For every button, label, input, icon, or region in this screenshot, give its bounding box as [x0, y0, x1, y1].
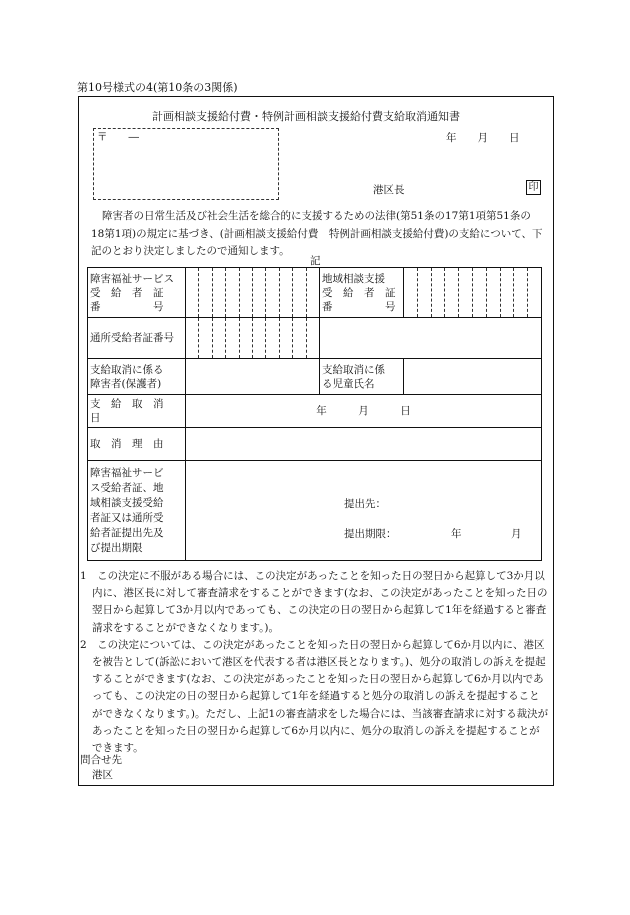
disability-service-cert-number-boxes[interactable] — [186, 268, 320, 318]
recipient-label: 支給取消に係る 障害者(保護者) — [88, 359, 186, 395]
recipient-name-field[interactable] — [186, 359, 320, 395]
table-row — [88, 428, 542, 461]
note-1: 1 この決定に不服がある場合には、この決定があったことを知った日の翌日から起算して3か月以内に、港区長に対して審査請求をすることができます(なお、この決定があったことを知った日の翌日から起算して3か月以内であっても、この決定の日の翌日から起算して1年を経過すると審査請求をすることができなくなります。)。 — [80, 570, 548, 634]
ki-heading: 記 — [310, 255, 321, 267]
body-text: 障害者の日常生活及び社会生活を総合的に支援するための法律(第51条の17第1項第51条の18第1項)の規定に基づき、(計画相談支援給付費 特例計画相談支援給付費)の支給について、下記のとおり決定しましたので通知します。 — [91, 210, 543, 257]
contact — [80, 753, 122, 783]
cancel-date-label: 支 給 取 消 日 — [88, 395, 186, 428]
table-row — [88, 359, 542, 395]
deadline-label: 提出期限： — [344, 528, 397, 540]
table-row — [88, 461, 542, 561]
disability-service-cert-label: 障害福祉サービス 受 給 者 証 番 号 — [88, 268, 186, 318]
submission-details[interactable] — [186, 461, 542, 561]
form-number: 第10号様式の4(第10条の3関係) — [77, 81, 238, 94]
regional-consult-cert-label: 地域相談支援 受 給 者 証 番 号 — [320, 268, 404, 318]
document-title: 計画相談支援給付費・特例計画相談支援給付費支給取消通知書 — [152, 110, 460, 123]
submission-label: 障害福祉サービ ス受給者証、地 域相談支援受給 者証又は通所受 給者証提出先及 び提出期限 — [88, 461, 186, 561]
notes — [80, 568, 550, 757]
submit-to-label: 提出先： — [344, 498, 386, 510]
table-row — [88, 318, 542, 359]
child-name-field[interactable] — [404, 359, 542, 395]
day-service-cert-label: 通所受給者証番号 — [88, 318, 186, 359]
cancel-date-value[interactable]: 年 月 日 — [186, 395, 542, 428]
regional-consult-cert-number-boxes[interactable] — [404, 268, 542, 318]
table-row — [88, 268, 542, 318]
date-line: 年 月 日 — [446, 132, 520, 144]
deadline-month: 月 — [511, 528, 522, 540]
child-name-label: 支給取消に係 る児童氏名 — [320, 359, 404, 395]
cancel-reason-field[interactable] — [186, 428, 542, 461]
seal-stamp: 印 — [526, 180, 541, 195]
blank-cell — [320, 318, 542, 359]
cancel-reason-label: 取 消 理 由 — [88, 428, 186, 461]
postal-code-mark: 〒 ― — [97, 131, 139, 143]
note-2: 2 この決定については、この決定があったことを知った日の翌日から起算して6か月以内に、港区を被告として(訴訟において港区を代表する者は港区長となります。)、処分の取消しの訴えを提起することができます(なお、この決定があったことを知った日の翌日から起算して6か月以内であっても、この決定の日の翌日から起算して1年を経過すると処分の取消しの訴えを提起することができなくなります。)。ただし、上記1の審査請求をした場合には、当該審査請求に対する裁決があったことを知った日の翌日から起算して6か月以内に、処分の取消しの訴えを提起することができます。 — [80, 638, 549, 755]
deadline-year: 年 — [451, 528, 462, 540]
issuer-name: 港区長 — [373, 184, 405, 196]
contact-value: 港区 — [92, 769, 113, 781]
info-table — [87, 267, 542, 561]
contact-label: 問合せ先 — [80, 754, 122, 766]
table-row — [88, 395, 542, 428]
day-service-cert-number-boxes[interactable] — [186, 318, 320, 359]
